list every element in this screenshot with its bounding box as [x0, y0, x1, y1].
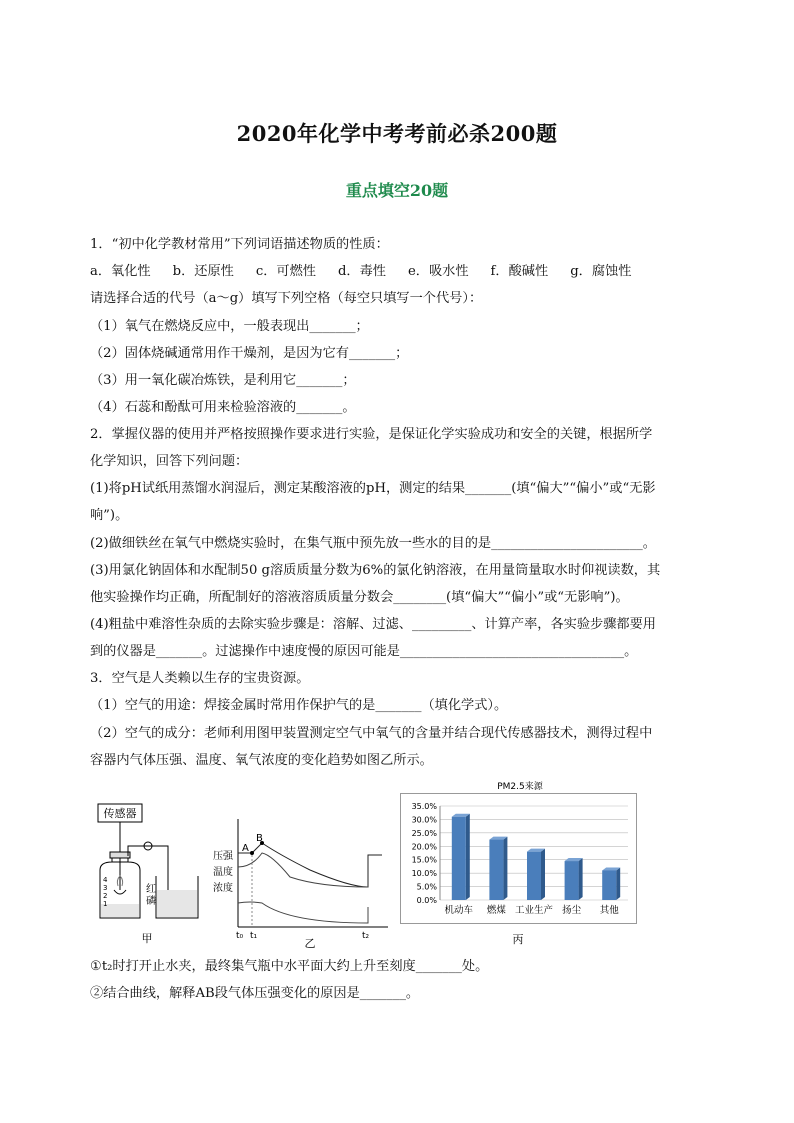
t1-label: t₁ [250, 931, 258, 941]
y-tick-label: 20.0% [411, 842, 437, 852]
q1-options [90, 263, 653, 281]
bar [527, 852, 541, 900]
figure-bing-bar-chart [400, 778, 640, 948]
beaker-water [157, 890, 197, 917]
q1-item: （3）用一氧化碳冶炼铁，是利用它_______； [90, 373, 356, 388]
scale-mark: 2 [103, 892, 108, 900]
curve-label: 浓度 [213, 883, 233, 894]
figure-caption: 甲 [141, 932, 153, 945]
scale-mark: 3 [103, 884, 108, 892]
bar-side [503, 837, 507, 900]
figure-yi-curves [210, 815, 390, 950]
figure-caption: 乙 [304, 937, 316, 950]
bar [452, 817, 466, 900]
page-subtitle: 重点填空20题 [345, 181, 449, 200]
stopper [110, 852, 130, 858]
q1-item: （4）石蕊和酚酞可用来检验溶液的_______。 [90, 400, 356, 415]
t0-label: t₀ [236, 931, 244, 941]
category-label: 燃煤 [486, 905, 506, 916]
scale-mark: 4 [103, 876, 108, 884]
red-p-char: 红 [146, 884, 156, 895]
q1-option: b．还原性 [172, 264, 234, 279]
q2-stem: 化学知识，回答下列问题： [90, 454, 249, 469]
q3-item: 容器内气体压强、温度、氧气浓度的变化趋势如图乙所示。 [90, 753, 433, 768]
q2-item: 他实验操作均正确，所配制好的溶液溶质质量分数会________(填“偏大”“偏小”或“无影响”)。 [90, 590, 629, 605]
scale-mark: 1 [103, 900, 108, 908]
y-tick-label: 25.0% [411, 828, 437, 838]
temperature-curve [238, 853, 368, 887]
category-label: 机动车 [444, 905, 474, 916]
curve-label: 温度 [213, 867, 233, 878]
q1-option: f．酸碱性 [490, 264, 549, 279]
t2-label: t₂ [362, 931, 370, 941]
q1-option: c．可燃性 [255, 264, 316, 279]
y-tick-label: 35.0% [411, 802, 437, 811]
bar [602, 870, 616, 900]
q2-stem: 2．掌握仪器的使用并严格按照操作要求进行实验，是保证化学实验成功和安全的关键，根据所学 [90, 427, 653, 442]
q1-instruction: 请选择合适的代号（a～g）填写下列空格（每空只填写一个代号）： [90, 291, 483, 306]
q2-item: (4)粗盐中难溶性杂质的去除实验步骤是：溶解、过滤、_________、计算产率，各实验步骤都要用 [90, 617, 656, 632]
category-label: 其他 [599, 905, 619, 916]
point-b-label: B [256, 833, 263, 844]
q2-item: 到的仪器是_______。过滤操作中速度慢的原因可能是__________________________________。 [90, 644, 638, 659]
curve-label: 压强 [213, 851, 233, 862]
q1-option: d．毒性 [337, 264, 386, 279]
sensor-label: 传感器 [103, 807, 137, 820]
red-p-char: 磷 [146, 896, 156, 907]
bar-side [579, 858, 583, 900]
page-title: 2020年化学中考考前必杀200题 [236, 121, 558, 146]
q1-option: g．腐蚀性 [570, 264, 632, 279]
q1-item: （2）固体烧碱通常用作干燥剂，是因为它有_______； [90, 346, 409, 361]
figure-jia-apparatus [92, 800, 210, 950]
q1-option: a．氧化性 [90, 264, 151, 279]
y-tick-label: 5.0% [416, 882, 437, 892]
chart-title: PM2.5来源 [497, 782, 543, 792]
q3-subitem: ②结合曲线，解释AB段气体压强变化的原因是_______。 [90, 986, 420, 1001]
q2-item: (2)做细铁丝在氧气中燃烧实验时，在集气瓶中预先放一些水的目的是_______________________。 [90, 536, 656, 551]
bar-side [616, 867, 620, 900]
q2-item: (3)用氯化钠固体和水配制50 g溶质质量分数为6%的氯化钠溶液，在用量筒量取水时仰视读数，其 [90, 563, 661, 578]
y-tick-label: 30.0% [411, 815, 437, 825]
q2-item: (1)将pH试纸用蒸馏水润湿后，测定某酸溶液的pH，测定的结果_______(填“偏大”“偏小”或“无影 [90, 481, 656, 496]
concentration-curve [238, 902, 368, 923]
pressure-curve [238, 843, 382, 887]
bar [565, 861, 579, 900]
y-tick-label: 15.0% [411, 855, 437, 865]
q1-item: （1）氧气在燃烧反应中，一般表现出_______； [90, 319, 369, 334]
point-a-marker [250, 851, 254, 855]
bar-side [466, 814, 470, 900]
bar-side [541, 849, 545, 900]
bar [489, 840, 503, 900]
q3-stem: 3．空气是人类赖以生存的宝贵资源。 [90, 671, 310, 686]
q3-subitem: ①t₂时打开止水夹，最终集气瓶中水平面大约上升至刻度_______处。 [90, 959, 489, 974]
q1-stem: 1．“初中化学教材常用”下列词语描述物质的性质： [90, 237, 389, 252]
q3-item: （1）空气的用途：焊接金属时常用作保护气的是_______（填化学式）。 [90, 698, 508, 713]
y-tick-label: 10.0% [411, 869, 437, 879]
combustion-spoon [114, 890, 126, 894]
q1-option: e．吸水性 [407, 264, 469, 279]
y-tick-label: 0.0% [416, 896, 437, 905]
point-a-label: A [242, 843, 249, 854]
category-label: 扬尘 [562, 905, 582, 916]
q3-item: （2）空气的成分：老师利用图甲装置测定空气中氧气的含量并结合现代传感器技术，测得过程中 [90, 726, 653, 741]
category-label: 工业生产 [514, 905, 554, 916]
q2-item: 响”)。 [90, 508, 129, 523]
figure-caption: 丙 [512, 933, 524, 946]
